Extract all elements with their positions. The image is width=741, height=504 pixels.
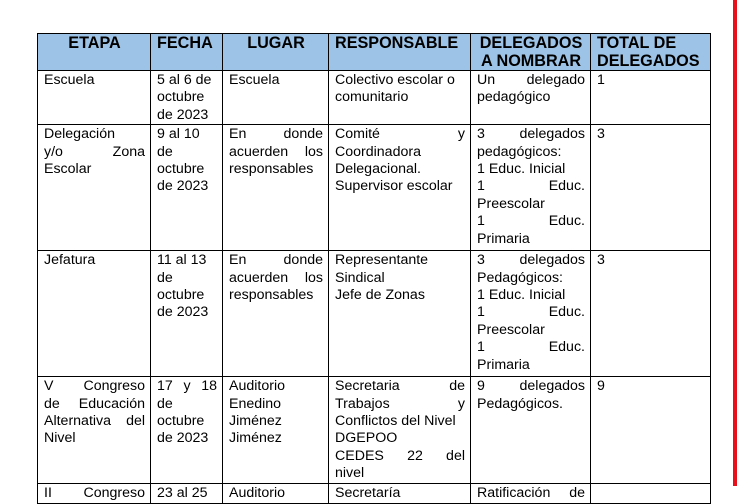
cell-lugar [223,251,329,377]
cell-line: 1 Educ. [477,304,585,321]
cell-line: de [157,143,173,160]
cell-line: de 2023 [157,178,209,195]
cell-responsable [329,71,471,125]
cell-line: 3 delegados [477,126,585,143]
cell-line: Escolar [44,161,92,178]
header-etapa: ETAPA [38,34,151,71]
cell-line: octubre [157,89,205,106]
cell-line: Comité y [335,126,465,143]
cell-delegados [471,125,591,251]
cell-line: Auditorio [229,378,285,395]
cell-line: Representante [335,252,429,269]
cell-line: Sindical [335,269,385,286]
cell-line: octubre [157,161,205,178]
cell-line: de 2023 [157,430,209,447]
cell-line: Jiménez [229,413,282,430]
cell-delegados [471,71,591,125]
cell-responsable [329,377,471,483]
header-fecha: FECHA [151,34,223,71]
cell-line: 9 delegados [477,378,585,395]
header-total: TOTAL DE DELEGADOS [591,34,711,71]
cell-line: de 2023 [157,106,209,123]
cell-line: octubre [157,413,205,430]
cell-line: Supervisor escolar [335,178,453,195]
cell-line: Delegacional. [335,161,421,178]
cell-line: Secretaria de [335,378,465,395]
cell-total [591,483,711,503]
cell-line: Pedagógicos. [477,395,563,412]
cell-line: comunitario [335,89,409,106]
cell-line: Delegación [44,126,115,143]
cell-delegados [471,251,591,377]
cell-total: 1 [591,71,711,125]
cell-etapa [38,377,151,483]
cell-line: Escuela [44,72,95,88]
cell-line: Ratificación de [477,484,585,501]
cell-line: acuerden los [229,269,323,286]
table-row [38,125,711,251]
cell-line: de [157,395,173,412]
table-row [38,377,711,483]
cell-line: Conflictos del Nivel [335,413,456,430]
red-margin-line [733,0,737,486]
cell-line: de 2023 [157,304,209,321]
cell-line: 1 Educ. [477,213,585,230]
cell-line: acuerden los [229,143,323,160]
cell-line: pedagógicos: [477,143,562,160]
cell-line: Auditorio [229,484,285,501]
cell-lugar [223,483,329,503]
cell-fecha [151,71,223,125]
cell-line: y/o Zona [44,143,145,160]
cell-line: nivel [335,465,365,482]
cell-line: 1 Educ. Inicial [477,161,566,178]
cell-line: 9 al 10 [157,126,200,143]
cell-fecha [151,377,223,483]
cell-line: Enedino [229,395,282,412]
cell-total: 3 [591,251,711,377]
cell-line: Jefe de Zonas [335,287,425,304]
cell-etapa [38,125,151,251]
cell-fecha [151,251,223,377]
cell-line: CEDES 22 del [335,447,465,464]
cell-total: 9 [591,377,711,483]
cell-line: Nivel [44,430,76,447]
cell-line: 1 Educ. [477,339,585,356]
table-row [38,71,711,125]
cell-line: de Educación [44,395,145,412]
cell-line: Trabajos y [335,395,465,412]
cell-line: Pedagógicos: [477,269,563,286]
cell-line: 1 Educ. Inicial [477,287,566,304]
cell-total: 3 [591,125,711,251]
table-header-row [38,34,711,71]
cell-delegados [471,483,591,503]
cell-line: Colectivo escolar o [335,72,455,88]
cell-line: 23 al 25 [157,484,208,501]
cell-line: DGEPOO [335,430,398,447]
cell-line: 1 Educ. [477,178,585,195]
cell-line: 17 y 18 [157,378,217,395]
cell-etapa [38,71,151,125]
cell-responsable [329,125,471,251]
cell-lugar [223,377,329,483]
cell-line: Un delegado [477,72,585,88]
cell-etapa [38,251,151,377]
cell-line: En donde [229,126,323,143]
cell-line: responsables [229,287,314,304]
cell-delegados [471,377,591,483]
cell-line: de [157,269,173,286]
header-lugar: LUGAR [223,34,329,71]
table-row [38,251,711,377]
cell-line: pedagógico [477,89,551,106]
cell-line: Preescolar [477,195,545,212]
cell-line: Coordinadora [335,143,421,160]
delegates-table [37,33,711,504]
cell-line: V Congreso [44,378,145,395]
cell-line: Jiménez [229,430,282,447]
cell-line: Preescolar [477,321,545,338]
cell-line: Primaria [477,230,530,247]
cell-line: Escuela [229,72,280,88]
cell-line: Primaria [477,356,530,373]
cell-line: 3 delegados [477,252,585,269]
cell-line: Alternativa del [44,413,145,430]
header-responsable: RESPONSABLE [329,34,471,71]
cell-line: 11 al 13 [157,252,207,269]
cell-line: Secretaría [335,484,401,501]
cell-line: Jefatura [44,252,96,269]
cell-line: En donde [229,252,323,269]
cell-line: responsables [229,161,314,178]
cell-responsable [329,483,471,503]
table-row [38,483,711,503]
cell-lugar [223,71,329,125]
cell-fecha [151,125,223,251]
cell-lugar [223,125,329,251]
header-delegados: DELEGADOS A NOMBRAR [471,34,591,71]
cell-line: octubre [157,287,205,304]
cell-line: 5 al 6 de [157,72,212,88]
cell-etapa [38,483,151,503]
cell-fecha [151,483,223,503]
cell-line: II Congreso [44,484,145,501]
cell-responsable [329,251,471,377]
